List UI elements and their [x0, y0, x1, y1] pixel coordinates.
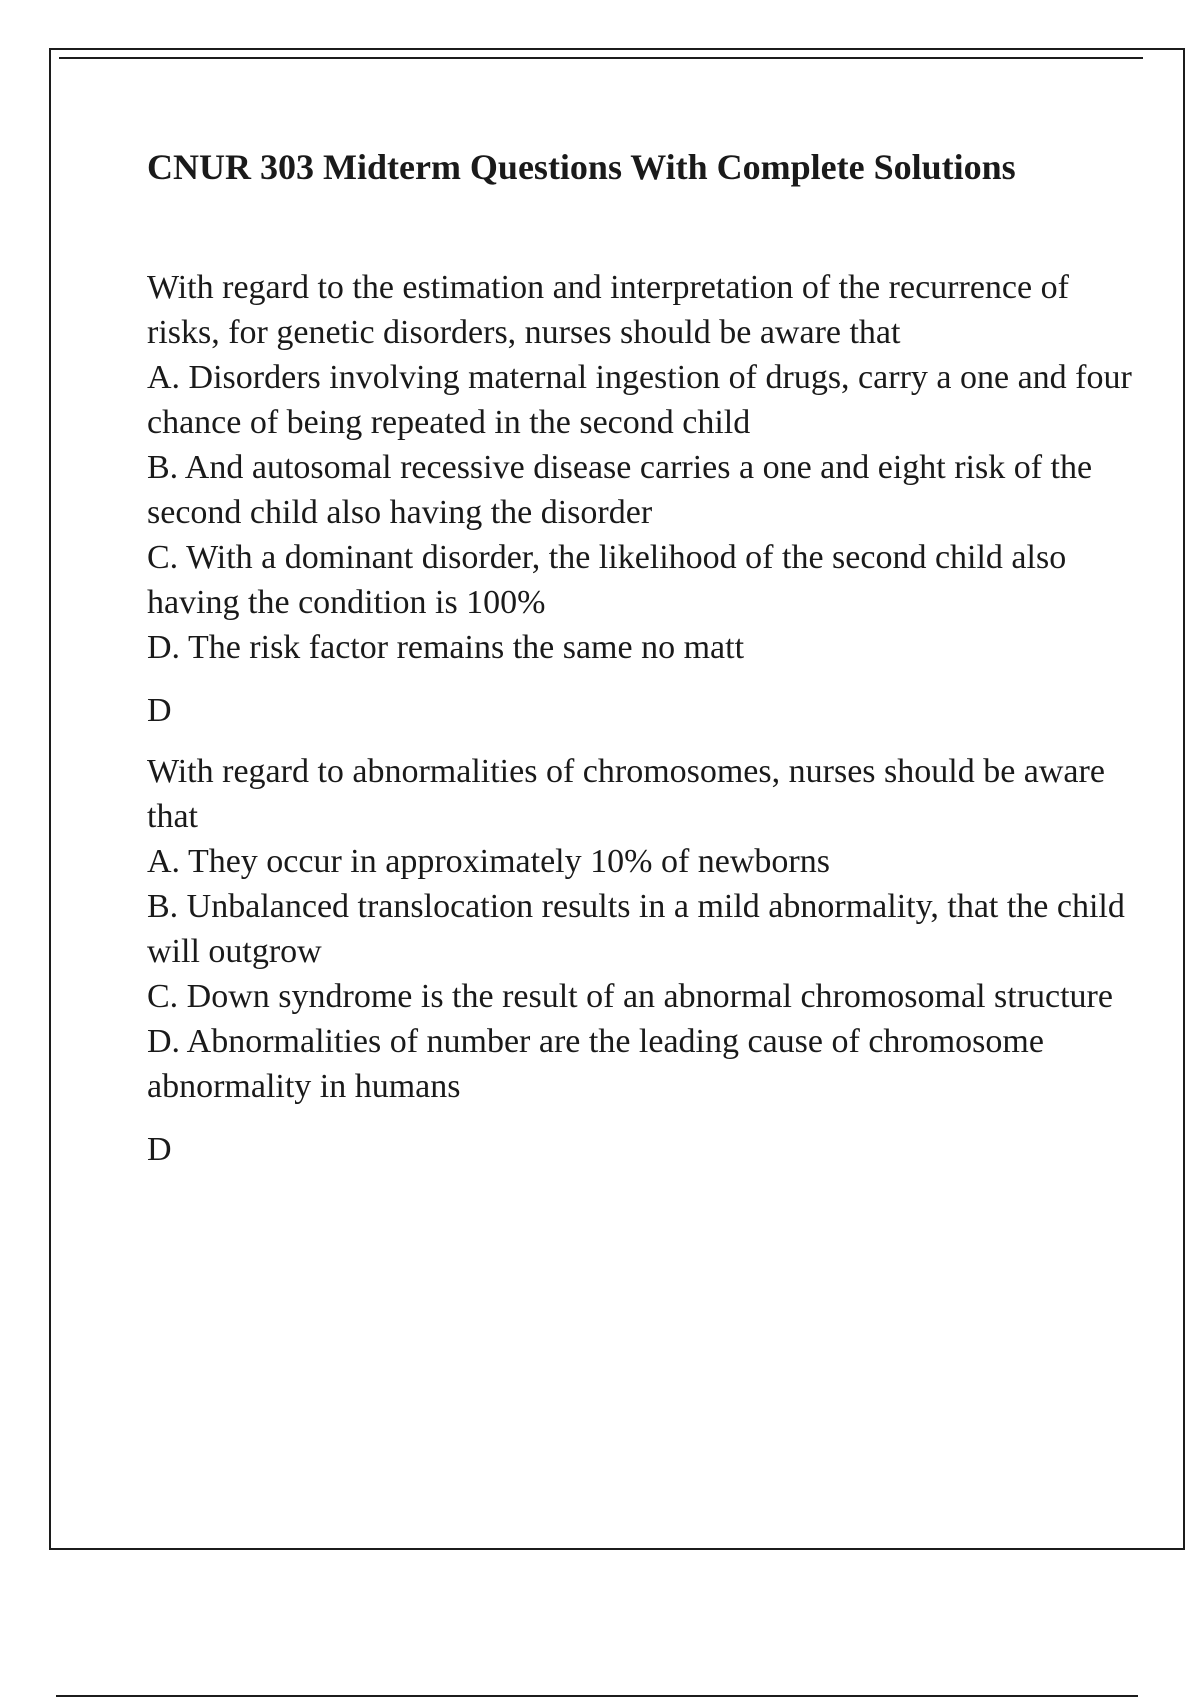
question-1-option-c: C. With a dominant disorder, the likelihood of the second child also having the condition is 100% — [147, 539, 1067, 621]
question-1-option-b: B. And autosomal recessive disease carries a one and eight risk of the second child also having the disorder — [147, 449, 1093, 531]
question-2-answer: D — [147, 1131, 172, 1168]
page-frame — [49, 48, 1185, 1550]
question-2-block — [147, 749, 1147, 1109]
question-2 — [147, 749, 1147, 1172]
question-2-stem: With regard to abnormalities of chromosomes, nurses should be aware that — [147, 753, 1105, 835]
question-2-option-d: D. Abnormalities of number are the leading cause of chromosome abnormality in humans — [147, 1023, 1044, 1105]
document-title: CNUR 303 Midterm Questions With Complete Solutions — [147, 147, 1016, 187]
question-1-answer: D — [147, 692, 172, 729]
question-1-stem: With regard to the estimation and interpretation of the recurrence of risks, for genetic disorders, nurses should be aware that — [147, 269, 1069, 351]
document-content — [147, 145, 1147, 1188]
bottom-rule — [56, 1695, 1138, 1697]
question-1 — [147, 265, 1147, 733]
question-2-option-c: C. Down syndrome is the result of an abnormal chromosomal structure — [147, 978, 1113, 1015]
question-1-option-d: D. The risk factor remains the same no matt — [147, 629, 745, 666]
question-2-option-a: A. They occur in approximately 10% of newborns — [147, 843, 830, 880]
top-double-rule — [59, 57, 1143, 59]
question-1-option-a: A. Disorders involving maternal ingestion of drugs, carry a one and four chance of being repeated in the second child — [147, 359, 1132, 441]
question-2-option-b: B. Unbalanced translocation results in a mild abnormality, that the child will outgrow — [147, 888, 1125, 970]
question-1-block — [147, 265, 1147, 670]
